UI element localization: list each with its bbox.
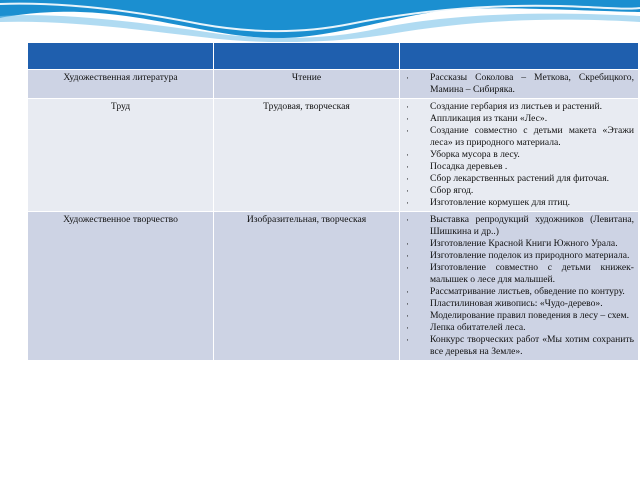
bullet-icon: · bbox=[406, 311, 409, 321]
table-row bbox=[28, 99, 639, 212]
items-list bbox=[404, 101, 634, 209]
activities-table bbox=[27, 42, 639, 361]
list-item: · Аппликация из ткани «Лес». bbox=[406, 113, 548, 124]
list-item: · Посадка деревьев . bbox=[406, 161, 508, 172]
activity-cell: Трудовая, творческая bbox=[214, 99, 400, 212]
list-item: · Конкурс творческих работ «Мы хотим сохранить все деревья на Земле». bbox=[406, 334, 634, 357]
list-item: · Рассказы Соколова – Меткова, Скребицкого, Мамина – Сибиряка. bbox=[406, 72, 634, 95]
list-item: · Изготовление поделок из природного материала. bbox=[406, 250, 630, 261]
bullet-icon: · bbox=[406, 335, 409, 345]
table-row bbox=[28, 212, 639, 361]
list-item: · Создание совместно с детьми макета «Этажи леса» из природного материала. bbox=[406, 125, 634, 148]
header-cell-1 bbox=[28, 43, 214, 70]
bullet-icon: · bbox=[406, 215, 409, 225]
items-cell bbox=[400, 70, 639, 99]
bullet-icon: · bbox=[406, 162, 409, 172]
list-item: · Сбор ягод. bbox=[406, 185, 474, 196]
bullet-icon: · bbox=[406, 174, 409, 184]
list-item: · Лепка обитателей леса. bbox=[406, 322, 526, 333]
bullet-icon: · bbox=[406, 299, 409, 309]
bullet-icon: · bbox=[406, 239, 409, 249]
area-cell: Труд bbox=[28, 99, 214, 212]
header-cell-3 bbox=[400, 43, 639, 70]
items-list bbox=[404, 72, 634, 96]
area-cell: Художественная литература bbox=[28, 70, 214, 99]
table-row bbox=[28, 70, 639, 99]
list-item: · Выставка репродукций художников (Левитана, Шишкина и др..) bbox=[406, 214, 634, 237]
items-cell bbox=[400, 212, 639, 361]
bullet-icon: · bbox=[406, 126, 409, 136]
bullet-icon: · bbox=[406, 186, 409, 196]
activity-cell: Изобразительная, творческая bbox=[214, 212, 400, 361]
list-item: · Уборка мусора в лесу. bbox=[406, 149, 520, 160]
list-item: · Изготовление кормушек для птиц. bbox=[406, 197, 570, 208]
items-list bbox=[404, 214, 634, 358]
list-item: · Рассматривание листьев, обведение по контуру. bbox=[406, 286, 625, 297]
header-row bbox=[28, 43, 639, 70]
bullet-icon: · bbox=[406, 251, 409, 261]
list-item: · Изготовление Красной Книги Южного Урала. bbox=[406, 238, 618, 249]
items-cell bbox=[400, 99, 639, 212]
bullet-icon: · bbox=[406, 102, 409, 112]
list-item: · Пластилиновая живопись: «Чудо-дерево». bbox=[406, 298, 603, 309]
bullet-icon: · bbox=[406, 150, 409, 160]
list-item: · Изготовление совместно с детьми книжек-малышек о лесе для малышей. bbox=[406, 262, 634, 285]
bullet-icon: · bbox=[406, 287, 409, 297]
list-item: · Моделирование правил поведения в лесу – схем. bbox=[406, 310, 629, 321]
area-cell: Художественное творчество bbox=[28, 212, 214, 361]
list-item: · Сбор лекарственных растений для фиточая. bbox=[406, 173, 610, 184]
bullet-icon: · bbox=[406, 114, 409, 124]
list-item: · Создание гербария из листьев и растений. bbox=[406, 101, 602, 112]
header-cell-2 bbox=[214, 43, 400, 70]
activity-cell: Чтение bbox=[214, 70, 400, 99]
bullet-icon: · bbox=[406, 73, 409, 83]
bullet-icon: · bbox=[406, 323, 409, 333]
bullet-icon: · bbox=[406, 198, 409, 208]
bullet-icon: · bbox=[406, 263, 409, 273]
